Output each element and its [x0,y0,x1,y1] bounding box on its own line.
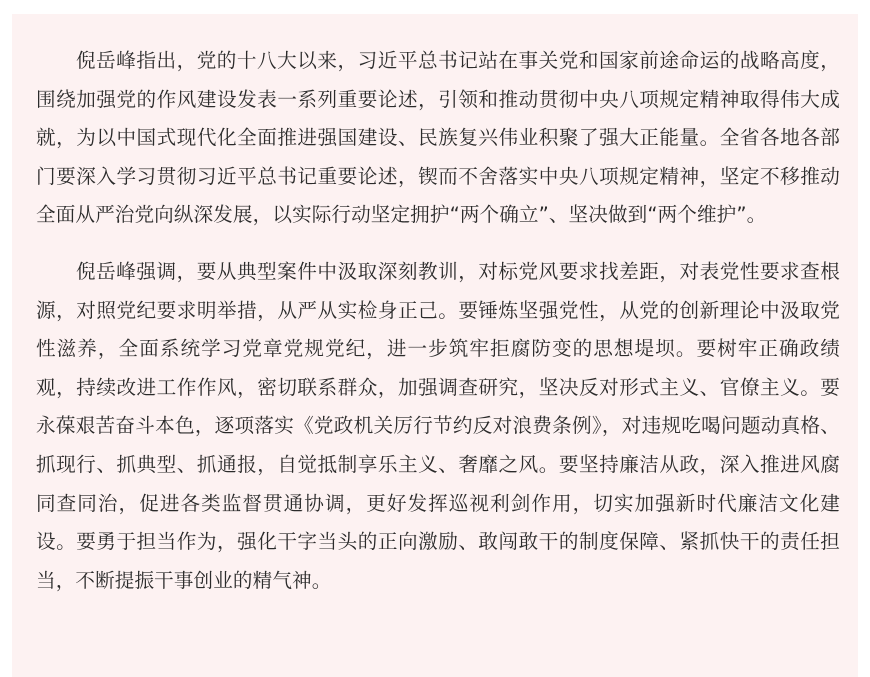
article-paragraph-1: 倪岳峰指出，党的十八大以来，习近平总书记站在事关党和国家前途命运的战略高度，围绕加强党的作风建设发表一系列重要论述，引领和推动贯彻中央八项规定精神取得伟大成就，为以中国式现代化全面推进强国建设、民族复兴伟业积聚了强大正能量。全省各地各部门要深入学习贯彻习近平总书记重要论述，锲而不舍落实中央八项规定精神，坚定不移推动全面从严治党向纵深发展，以实际行动坚定拥护“两个确立”、坚决做到“两个维护”。 [36,49,840,227]
article-paragraph-2: 倪岳峰强调，要从典型案件中汲取深刻教训，对标党风要求找差距，对表党性要求查根源，对照党纪要求明举措，从严从实检身正己。要锤炼坚强党性，从党的创新理论中汲取党性滋养，全面系统学习党章党规党纪，进一步筑牢拒腐防变的思想堤坝。要树牢正确政绩观，持续改进工作作风，密切联系群众，加强调查研究，坚决反对形式主义、官僚主义。要永葆艰苦奋斗本色，逐项落实《党政机关厉行节约反对浪费条例》，对违规吃喝问题动真格、抓现行、抓典型、抓通报，自觉抵制享乐主义、奢靡之风。要坚持廉洁从政，深入推进风腐同查同治，促进各类监督贯通协调，更好发挥巡视利剑作用，切实加强新时代廉洁文化建设。要勇于担当作为，强化干字当头的正向激励、敢闯敢干的制度保障、紧抓快干的责任担当，不断提振干事创业的精气神。 [36,259,840,592]
article-body [12,14,858,677]
